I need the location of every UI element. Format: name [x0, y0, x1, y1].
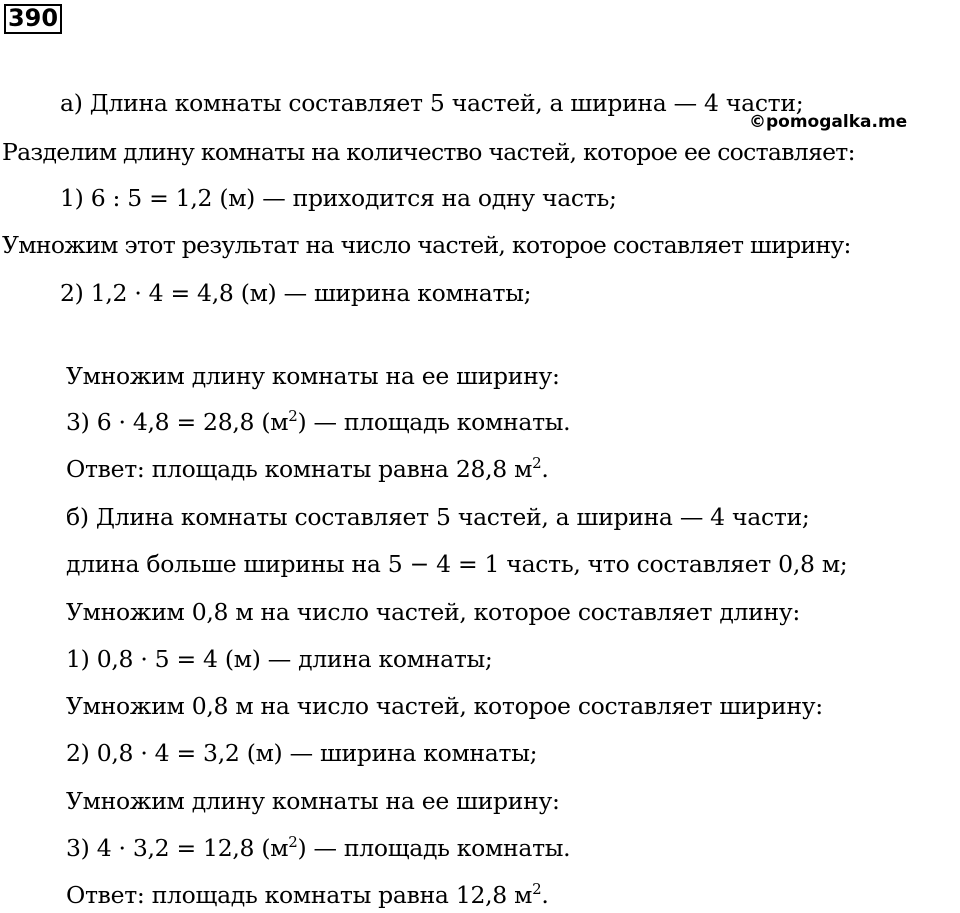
part-a-multiply-intro: Умножим этот результат на число частей, которое составляет ширину:: [2, 231, 851, 259]
part-a-divide-intro: Разделим длину комнаты на количество частей, которое ее составляет:: [2, 138, 855, 166]
part-a-step-3-end: ) — площадь комнаты.: [297, 408, 571, 436]
part-a-answer-main: Ответ: площадь комнаты равна 28,8 м: [66, 455, 533, 483]
part-a-intro: а) Длина комнаты составляет 5 частей, а ширина — 4 части;: [60, 89, 804, 117]
part-a-step-3: [66, 406, 570, 438]
part-b-answer-main: Ответ: площадь комнаты равна 12,8 м: [66, 881, 533, 909]
part-b-step-3-end: ) — площадь комнаты.: [297, 834, 571, 862]
part-a-step-3-main: 3) 6 · 4,8 = 28,8 (м: [66, 408, 289, 436]
part-a-answer-sup: 2: [532, 454, 542, 472]
part-a-step-3-sup: 2: [288, 407, 298, 425]
part-b-answer-sup: 2: [532, 880, 542, 898]
part-b-length-intro: Умножим 0,8 м на число частей, которое составляет длину:: [66, 598, 801, 626]
part-b-intro: б) Длина комнаты составляет 5 частей, а ширина — 4 части;: [66, 503, 810, 531]
part-b-step-3-main: 3) 4 · 3,2 = 12,8 (м: [66, 834, 289, 862]
part-b-answer-end: .: [541, 881, 549, 909]
part-b-step-2: 2) 0,8 · 4 = 3,2 (м) — ширина комнаты;: [66, 739, 538, 767]
watermark: ©pomogalka.me: [749, 112, 908, 132]
part-a-answer: [66, 453, 549, 485]
part-b-step-1: 1) 0,8 · 5 = 4 (м) — длина комнаты;: [66, 645, 493, 673]
part-b-difference: длина больше ширины на 5 − 4 = 1 часть, что составляет 0,8 м;: [66, 550, 848, 578]
part-b-answer: [66, 879, 549, 911]
part-a-area-intro: Умножим длину комнаты на ее ширину:: [66, 362, 560, 390]
part-a-step-2: 2) 1,2 · 4 = 4,8 (м) — ширина комнаты;: [60, 279, 532, 307]
part-b-width-intro: Умножим 0,8 м на число частей, которое составляет ширину:: [66, 692, 823, 720]
part-b-step-3-sup: 2: [288, 833, 298, 851]
part-b-step-3: [66, 832, 570, 864]
problem-number: 390: [4, 4, 62, 34]
part-a-step-1: 1) 6 : 5 = 1,2 (м) — приходится на одну часть;: [60, 184, 617, 212]
part-b-area-intro: Умножим длину комнаты на ее ширину:: [66, 787, 560, 815]
part-a-answer-end: .: [541, 455, 549, 483]
